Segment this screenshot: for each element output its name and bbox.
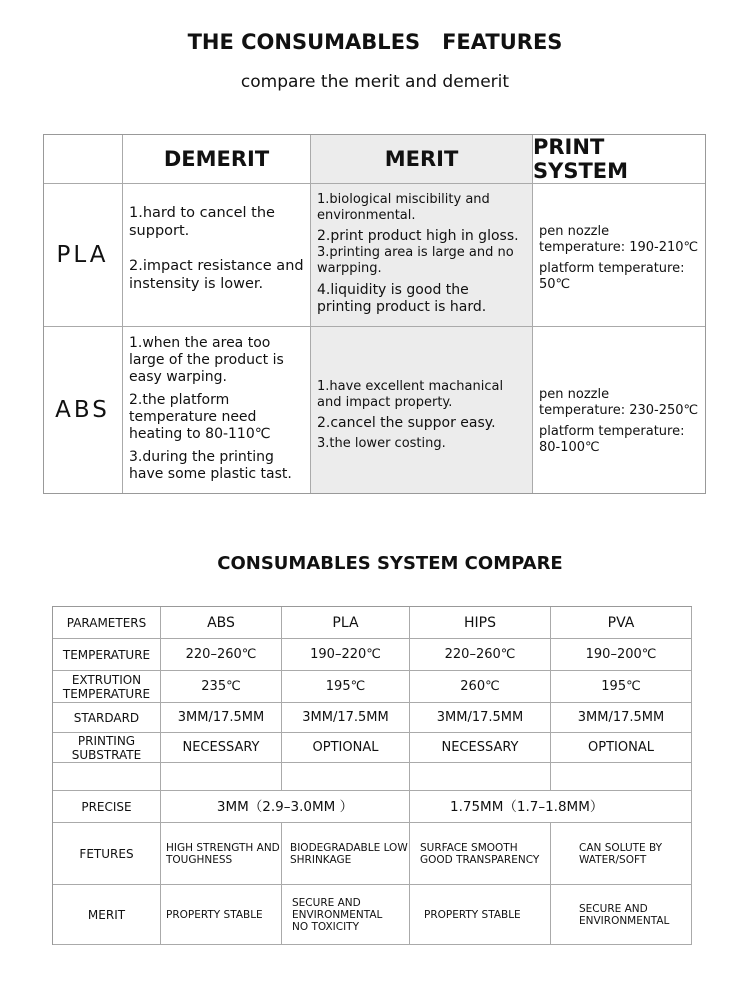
features-pla: BIODEGRADABLE LOW SHRINKAGE bbox=[282, 823, 410, 885]
pla-demerit bbox=[123, 184, 311, 327]
extrusion-pva: 195℃ bbox=[551, 671, 692, 703]
substrate-hips: NECESSARY bbox=[410, 733, 551, 763]
abs-demerit-1: 1.when the area too large of the product is easy warping. bbox=[129, 335, 284, 385]
material-pla: PLA bbox=[43, 184, 123, 327]
column-header-print-system: PRINT SYSTEM bbox=[533, 134, 706, 184]
extrusion-abs: 235℃ bbox=[161, 671, 282, 703]
compare-table bbox=[52, 606, 692, 945]
label-precise: PRECISE bbox=[53, 791, 161, 823]
abs-demerit bbox=[123, 327, 311, 494]
header-abs: ABS bbox=[161, 607, 282, 639]
merit-pla: SECURE AND ENVIRONMENTAL NO TOXICITY bbox=[282, 885, 410, 945]
abs-demerit-2: 2.the platform temperature need heating to 80-110℃ bbox=[129, 392, 271, 442]
features-pva: CAN SOLUTE BY WATER/SOFT bbox=[551, 823, 692, 885]
temperature-pla: 190–220℃ bbox=[282, 639, 410, 671]
empty-cell bbox=[410, 763, 551, 791]
label-features: FETURES bbox=[53, 823, 161, 885]
standard-abs: 3MM/17.5MM bbox=[161, 703, 282, 733]
empty-cell bbox=[53, 763, 161, 791]
label-merit: MERIT bbox=[53, 885, 161, 945]
abs-merit-1: 1.have excellent machanical and impact property. bbox=[317, 379, 504, 410]
pla-demerit-2: 2.impact resistance and instensity is lower. bbox=[129, 258, 304, 292]
temperature-pva: 190–200℃ bbox=[551, 639, 692, 671]
page-title: THE CONSUMABLES FEATURES bbox=[187, 30, 563, 54]
compare-title: CONSUMABLES SYSTEM COMPARE bbox=[217, 553, 563, 574]
abs-merit-3: 3.the lower costing. bbox=[317, 436, 446, 451]
corner-cell bbox=[43, 134, 123, 184]
standard-pva: 3MM/17.5MM bbox=[551, 703, 692, 733]
precise-1-75mm: 1.75MM（1.7–1.8MM） bbox=[410, 791, 692, 823]
header-pla: PLA bbox=[282, 607, 410, 639]
substrate-abs: NECESSARY bbox=[161, 733, 282, 763]
empty-cell bbox=[161, 763, 282, 791]
features-table bbox=[43, 134, 706, 494]
header-pva: PVA bbox=[551, 607, 692, 639]
header-parameters: PARAMETERS bbox=[53, 607, 161, 639]
pla-merit-4: 4.liquidity is good the printing product is hard. bbox=[317, 282, 487, 315]
abs-platform-temp: platform temperature: 80-100℃ bbox=[539, 424, 685, 455]
extrusion-hips: 260℃ bbox=[410, 671, 551, 703]
abs-merit bbox=[311, 327, 533, 494]
abs-merit-2: 2.cancel the suppor easy. bbox=[317, 415, 496, 431]
material-abs: ABS bbox=[43, 327, 123, 494]
pla-demerit-1: 1.hard to cancel the support. bbox=[129, 205, 275, 239]
features-abs: HIGH STRENGTH AND TOUGHNESS bbox=[161, 823, 282, 885]
substrate-pla: OPTIONAL bbox=[282, 733, 410, 763]
empty-cell bbox=[551, 763, 692, 791]
substrate-pva: OPTIONAL bbox=[551, 733, 692, 763]
temperature-hips: 220–260℃ bbox=[410, 639, 551, 671]
label-temperature: TEMPERATURE bbox=[53, 639, 161, 671]
temperature-abs: 220–260℃ bbox=[161, 639, 282, 671]
abs-print-system bbox=[533, 327, 706, 494]
header-hips: HIPS bbox=[410, 607, 551, 639]
standard-pla: 3MM/17.5MM bbox=[282, 703, 410, 733]
column-header-demerit: DEMERIT bbox=[123, 134, 311, 184]
label-substrate: PRINTING SUBSTRATE bbox=[53, 733, 161, 763]
pla-nozzle-temp: pen nozzle temperature: 190-210℃ bbox=[539, 224, 699, 255]
standard-hips: 3MM/17.5MM bbox=[410, 703, 551, 733]
label-extrusion: EXTRUTION TEMPERATURE bbox=[53, 671, 161, 703]
label-standard: STARDARD bbox=[53, 703, 161, 733]
pla-merit-1: 1.biological miscibility and environmental. bbox=[317, 192, 490, 223]
abs-demerit-3: 3.during the printing have some plastic tast. bbox=[129, 449, 292, 482]
column-header-merit: MERIT bbox=[311, 134, 533, 184]
merit-abs: PROPERTY STABLE bbox=[161, 885, 282, 945]
empty-cell bbox=[282, 763, 410, 791]
pla-platform-temp: platform temperature: 50℃ bbox=[539, 261, 685, 292]
extrusion-pla: 195℃ bbox=[282, 671, 410, 703]
pla-merit-2: 2.print product high in gloss. bbox=[317, 228, 519, 244]
precise-3mm: 3MM（2.9–3.0MM ） bbox=[161, 791, 410, 823]
pla-print-system bbox=[533, 184, 706, 327]
features-hips: SURFACE SMOOTH GOOD TRANSPARENCY bbox=[410, 823, 551, 885]
pla-merit-3: 3.printing area is large and no warpping. bbox=[317, 245, 514, 276]
pla-merit bbox=[311, 184, 533, 327]
abs-nozzle-temp: pen nozzle temperature: 230-250℃ bbox=[539, 387, 699, 418]
page-subtitle: compare the merit and demerit bbox=[240, 72, 510, 92]
merit-pva: SECURE AND ENVIRONMENTAL bbox=[551, 885, 692, 945]
merit-hips: PROPERTY STABLE bbox=[410, 885, 551, 945]
